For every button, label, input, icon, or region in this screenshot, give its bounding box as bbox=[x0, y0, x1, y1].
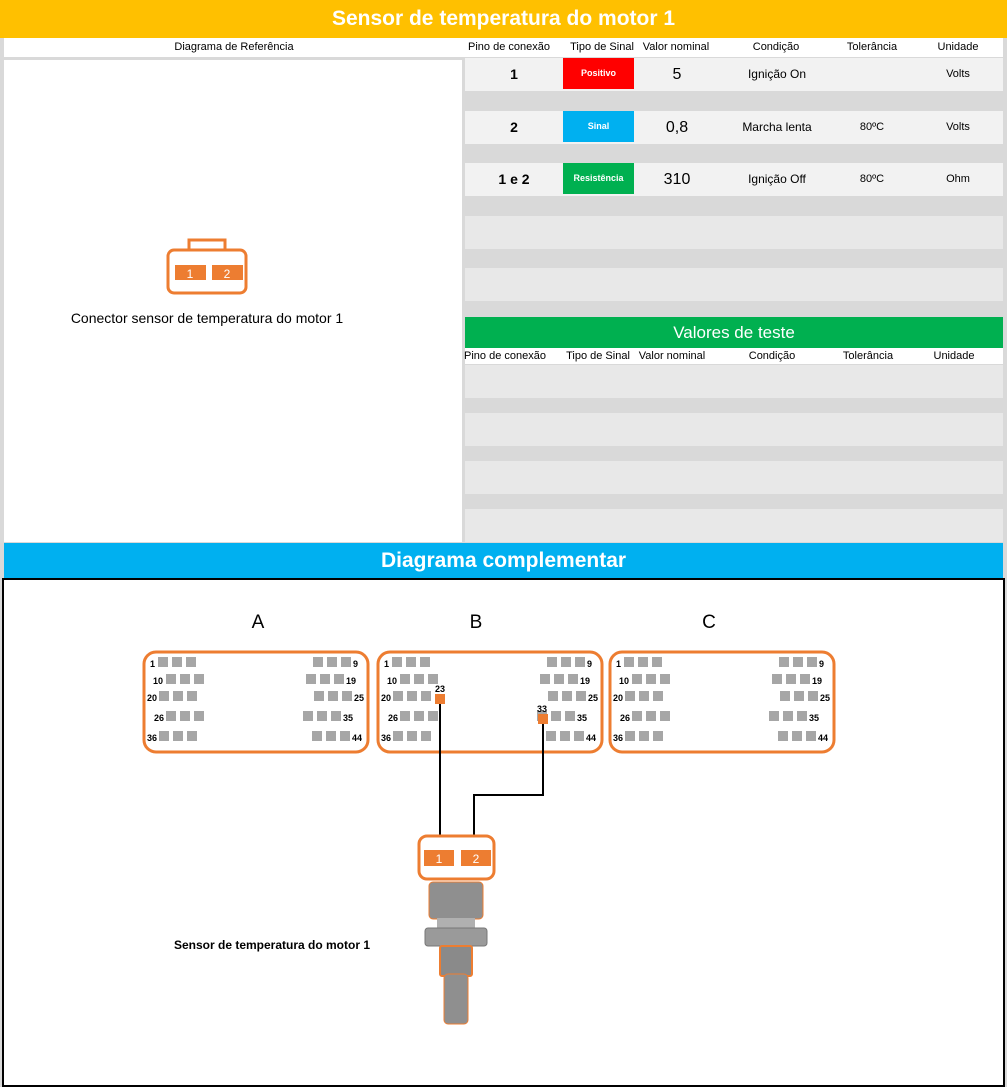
ecu-pin-label: 19 bbox=[346, 676, 357, 686]
ecu-pin bbox=[414, 674, 424, 684]
ecu-pin bbox=[783, 711, 793, 721]
row-tolerance: 80ºC bbox=[859, 173, 885, 185]
ecu-pin bbox=[303, 711, 313, 721]
ecu-pin bbox=[166, 674, 176, 684]
ecu-pin bbox=[551, 711, 561, 721]
ecu-pin-label: 26 bbox=[154, 713, 165, 723]
table-row bbox=[465, 461, 1003, 494]
ecu-pin bbox=[186, 657, 196, 667]
table-row bbox=[465, 216, 1003, 249]
ecu-label: B bbox=[469, 612, 483, 633]
ecu-pin bbox=[632, 674, 642, 684]
ecu-pin bbox=[574, 731, 584, 741]
ecu-pin bbox=[660, 711, 670, 721]
ecu-pin bbox=[565, 711, 575, 721]
header-tolerance: Tolerância bbox=[846, 41, 898, 53]
ecu-pin-label: 44 bbox=[352, 733, 363, 743]
header-condition: Condição bbox=[748, 350, 796, 362]
row-nominal: 5 bbox=[672, 66, 682, 83]
ecu-pin bbox=[638, 657, 648, 667]
ecu-label: C bbox=[702, 612, 716, 633]
ecu-pin-label: 9 bbox=[353, 659, 359, 669]
row-pin: 1 bbox=[510, 66, 518, 82]
ecu-pin bbox=[546, 731, 556, 741]
test-table-header bbox=[465, 348, 1003, 364]
ecu-pin-label: 44 bbox=[818, 733, 829, 743]
ecu-pin bbox=[625, 731, 635, 741]
ecu-pin bbox=[769, 711, 779, 721]
connector-pin-1: 1 bbox=[186, 267, 194, 281]
ecu-pin bbox=[421, 691, 431, 701]
ecu-pin bbox=[660, 674, 670, 684]
header-nominal: Valor nominal bbox=[642, 41, 710, 53]
ecu-pin bbox=[428, 674, 438, 684]
connector-caption: Conector sensor de temperatura do motor 1 bbox=[70, 310, 344, 326]
ecu-pin bbox=[560, 731, 570, 741]
ecu-pin bbox=[624, 657, 634, 667]
ecu-pin bbox=[328, 691, 338, 701]
ecu-pin bbox=[806, 731, 816, 741]
ecu-pin bbox=[312, 731, 322, 741]
ecu-pin bbox=[392, 657, 402, 667]
sensor-label: Sensor de temperatura do motor 1 bbox=[173, 938, 371, 952]
ecu-pin-label: 36 bbox=[147, 733, 158, 743]
ecu-pin-label: 10 bbox=[153, 676, 164, 686]
ecu-pin bbox=[779, 657, 789, 667]
ecu-pin-33 bbox=[538, 714, 548, 724]
ecu-pin bbox=[780, 691, 790, 701]
ecu-pin bbox=[554, 674, 564, 684]
row-nominal: 0,8 bbox=[665, 119, 689, 136]
ecu-pin bbox=[793, 657, 803, 667]
ecu-label: A bbox=[251, 612, 265, 633]
header-nominal: Valor nominal bbox=[638, 350, 706, 362]
sensor-pin-1-label: 1 bbox=[435, 852, 443, 866]
ecu-pin bbox=[194, 674, 204, 684]
sensor-thread bbox=[440, 946, 472, 976]
header-signal-type: Tipo de Sinal bbox=[570, 41, 634, 53]
ecu-pin bbox=[547, 657, 557, 667]
ecu-pin bbox=[393, 691, 403, 701]
ecu-pin bbox=[173, 691, 183, 701]
table-row bbox=[465, 509, 1003, 542]
sensor-body bbox=[429, 882, 483, 919]
ecu-pin bbox=[342, 691, 352, 701]
ecu-pin bbox=[800, 674, 810, 684]
row-condition: Ignição On bbox=[747, 67, 807, 81]
ecu-pin-label: 26 bbox=[620, 713, 631, 723]
ecu-pin-label: 20 bbox=[613, 693, 624, 703]
ecu-pin bbox=[639, 731, 649, 741]
ecu-pin bbox=[326, 731, 336, 741]
ecu-pin bbox=[187, 731, 197, 741]
test-values-title: Valores de teste bbox=[465, 317, 1003, 348]
ecu-pin-label: 26 bbox=[388, 713, 399, 723]
ecu-pin bbox=[314, 691, 324, 701]
complementary-title: Diagrama complementar bbox=[4, 543, 1003, 578]
ecu-pin-label: 25 bbox=[354, 693, 365, 703]
ecu-pin bbox=[340, 731, 350, 741]
complementary-diagram bbox=[2, 578, 1005, 1087]
row-nominal: 310 bbox=[663, 171, 691, 188]
row-pin: 1 e 2 bbox=[498, 171, 530, 187]
connector-icon bbox=[164, 238, 250, 298]
header-tolerance: Tolerância bbox=[842, 350, 894, 362]
ecu-pin bbox=[313, 657, 323, 667]
ecu-pin bbox=[792, 731, 802, 741]
row-unit: Ohm bbox=[946, 173, 970, 185]
sensor-pin-2-label: 2 bbox=[472, 852, 480, 866]
ecu-pin-label: 35 bbox=[343, 713, 354, 723]
ecu-pin-label: 19 bbox=[580, 676, 591, 686]
ecu-pin-label: 1 bbox=[150, 659, 156, 669]
ecu-pin bbox=[180, 674, 190, 684]
ecu-pin-label: 36 bbox=[613, 733, 624, 743]
ecu-pin bbox=[320, 674, 330, 684]
table-header bbox=[4, 38, 1003, 57]
ecu-pin-label: 1 bbox=[616, 659, 622, 669]
ecu-pin bbox=[653, 731, 663, 741]
ecu-pin bbox=[407, 691, 417, 701]
ecu-pin bbox=[808, 691, 818, 701]
ecu-pin bbox=[187, 691, 197, 701]
ecu-pin bbox=[317, 711, 327, 721]
header-condition: Condição bbox=[752, 41, 800, 53]
ecu-pin bbox=[180, 711, 190, 721]
wiring-diagram bbox=[4, 580, 1003, 1085]
ecu-pin bbox=[652, 657, 662, 667]
ecu-pin bbox=[625, 691, 635, 701]
ecu-pin bbox=[331, 711, 341, 721]
table-row bbox=[465, 111, 1003, 144]
table-row bbox=[465, 58, 1003, 91]
ecu-pin bbox=[420, 657, 430, 667]
table-row bbox=[465, 268, 1003, 301]
row-pin: 2 bbox=[510, 119, 518, 135]
row-tolerance: 80ºC bbox=[859, 121, 885, 133]
signal-badge: Positivo bbox=[563, 58, 634, 89]
row-condition: Marcha lenta bbox=[742, 120, 812, 134]
ecu-pin bbox=[406, 657, 416, 667]
ecu-pin bbox=[562, 691, 572, 701]
ecu-pin-label: 20 bbox=[381, 693, 392, 703]
ecu-pin bbox=[653, 691, 663, 701]
ecu-pin bbox=[794, 691, 804, 701]
header-pin: Pino de conexão bbox=[464, 350, 546, 362]
ecu-pin bbox=[646, 674, 656, 684]
page-title: Sensor de temperatura do motor 1 bbox=[0, 0, 1007, 38]
header-pin: Pino de conexão bbox=[468, 41, 550, 53]
ecu-pin-label: 36 bbox=[381, 733, 392, 743]
table-row bbox=[465, 413, 1003, 446]
ecu-pin bbox=[778, 731, 788, 741]
ecu-pin bbox=[159, 731, 169, 741]
ecu-pin bbox=[407, 731, 417, 741]
ecu-pin bbox=[797, 711, 807, 721]
ecu-pin-label: 9 bbox=[819, 659, 825, 669]
ecu-pin-label: 25 bbox=[588, 693, 599, 703]
ecu-pin bbox=[400, 711, 410, 721]
ecu-pin bbox=[568, 674, 578, 684]
ecu-pin bbox=[540, 674, 550, 684]
ecu-pin bbox=[786, 674, 796, 684]
ecu-pin bbox=[400, 674, 410, 684]
header-reference: Diagrama de Referência bbox=[174, 41, 294, 53]
header-unit: Unidade bbox=[933, 350, 975, 362]
connector-pin-2: 2 bbox=[223, 267, 231, 281]
sensor-probe bbox=[444, 974, 468, 1024]
sensor-hex bbox=[425, 928, 487, 946]
ecu-pin bbox=[548, 691, 558, 701]
ecu-pin bbox=[158, 657, 168, 667]
header-unit: Unidade bbox=[937, 41, 979, 53]
ecu-pin bbox=[414, 711, 424, 721]
row-unit: Volts bbox=[946, 68, 970, 80]
reference-panel bbox=[4, 60, 462, 542]
ecu-pin-label: 44 bbox=[586, 733, 597, 743]
ecu-pin-label: 35 bbox=[577, 713, 588, 723]
ecu-pin bbox=[421, 731, 431, 741]
signal-badge: Sinal bbox=[563, 111, 634, 142]
table-row bbox=[465, 365, 1003, 398]
ecu-pin bbox=[172, 657, 182, 667]
signal-badge: Resistência bbox=[563, 163, 634, 194]
ecu-pin-label: 23 bbox=[435, 684, 446, 694]
ecu-pin bbox=[576, 691, 586, 701]
ecu-pin bbox=[632, 711, 642, 721]
ecu-pin bbox=[428, 711, 438, 721]
ecu-pin bbox=[173, 731, 183, 741]
ecu-pin bbox=[334, 674, 344, 684]
ecu-pin-label: 9 bbox=[587, 659, 593, 669]
ecu-pin bbox=[341, 657, 351, 667]
header-signal-type: Tipo de Sinal bbox=[566, 350, 630, 362]
row-unit: Volts bbox=[946, 121, 970, 133]
ecu-pin-label: 19 bbox=[812, 676, 823, 686]
ecu-pin bbox=[807, 657, 817, 667]
ecu-pin-23 bbox=[435, 694, 445, 704]
ecu-pin bbox=[561, 657, 571, 667]
ecu-pin bbox=[639, 691, 649, 701]
ecu-pin-label: 25 bbox=[820, 693, 831, 703]
row-condition: Ignição Off bbox=[748, 172, 806, 186]
ecu-pin-label: 35 bbox=[809, 713, 820, 723]
table-row bbox=[465, 163, 1003, 196]
ecu-pin-label: 10 bbox=[387, 676, 398, 686]
ecu-pin bbox=[575, 657, 585, 667]
ecu-pin bbox=[772, 674, 782, 684]
ecu-pin bbox=[306, 674, 316, 684]
ecu-pin bbox=[166, 711, 176, 721]
ecu-pin bbox=[646, 711, 656, 721]
ecu-pin-label: 1 bbox=[384, 659, 390, 669]
ecu-pin bbox=[159, 691, 169, 701]
ecu-pin-label: 33 bbox=[537, 704, 548, 714]
ecu-pin bbox=[393, 731, 403, 741]
row-tolerance bbox=[827, 58, 917, 91]
ecu-pin-label: 10 bbox=[619, 676, 630, 686]
ecu-pin bbox=[194, 711, 204, 721]
ecu-pin bbox=[327, 657, 337, 667]
ecu-pin-label: 20 bbox=[147, 693, 158, 703]
